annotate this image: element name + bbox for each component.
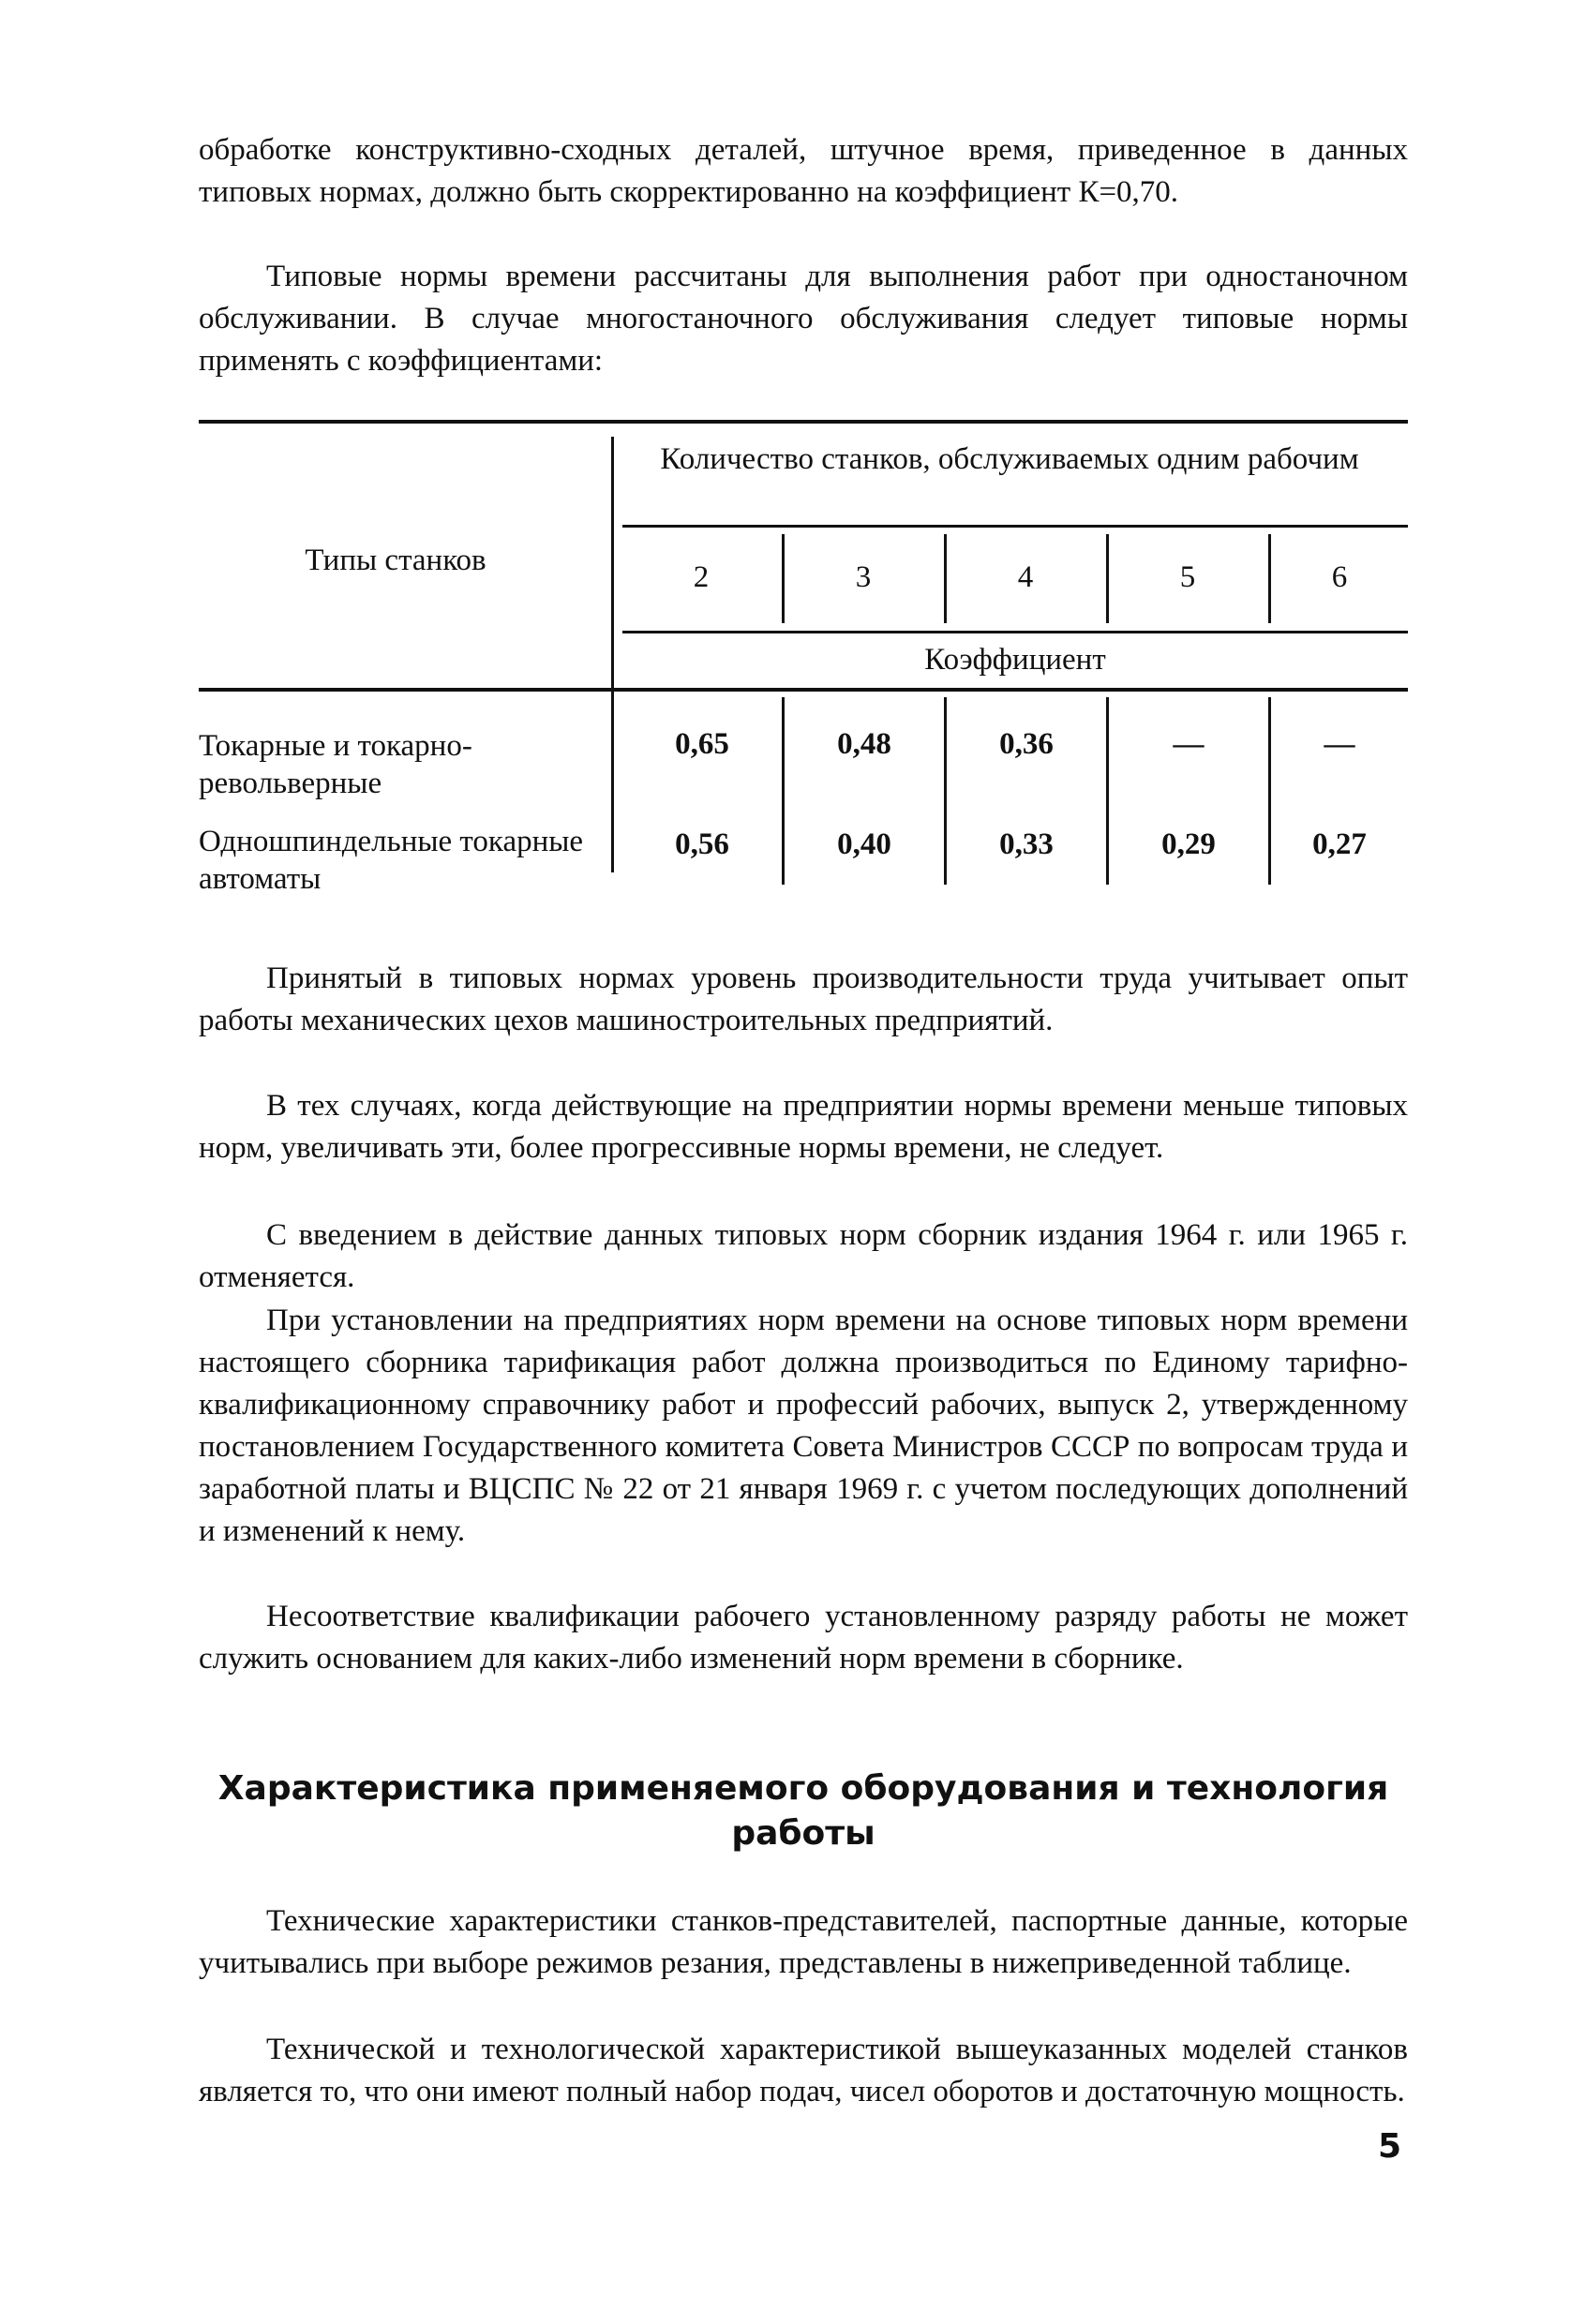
coefficient-table xyxy=(199,420,1408,898)
table-cell: 0,36 xyxy=(999,727,1054,761)
paragraph-technology: Технической и технологической характеристикой вышеуказанных моделей станков является то, что они имеют полный набор подач, чисел оборотов и достаточную мощность. xyxy=(199,2033,1408,2108)
table-col-2: 2 xyxy=(693,560,710,594)
paragraph-previous-edition: С введением в действие данных типовых норм сборник издания 1964 г. или 1965 г. отменяется. xyxy=(199,1218,1408,1294)
table-cell: 0,27 xyxy=(1312,827,1367,861)
table-row-name: Токарные и токарно-револьверные xyxy=(199,729,472,800)
paragraph-qualification: Несоответствие квалификации рабочего установленному разряду работы не может служить основанием для каких-либо изменений норм времени в сборнике. xyxy=(199,1600,1408,1676)
paragraph-existing-norms: В тех случаях, когда действующие на предприятии нормы времени меньше типовых норм, увеличивать эти, более прогрессивные нормы времени, не следует. xyxy=(199,1089,1408,1165)
table-header-bottom-rule xyxy=(199,688,1408,692)
paragraph-single-machine: Типовые нормы времени рассчитаны для выполнения работ при одностаночном обслуживании. В случае многостаночного обслуживания следует типовые нормы применять с коэффициентами: xyxy=(199,260,1408,378)
paragraph-tariffing: При установлении на предприятиях норм времени на основе типовых норм времени настоящего сборника тарификация работ должна производиться по Единому тарифно-квалификационному справочнику работ и профессий рабочих, выпуск 2, утвержденному постановлением Государственного комитета Совета Министров СССР по вопросам труда и заработной платы и ВЦСПС № 22 от 21 января 1969 г. с учетом последующих дополнений и изменений к нему. xyxy=(199,1304,1408,1548)
table-cell: — xyxy=(1173,727,1204,761)
table-cell: 0,56 xyxy=(675,827,729,861)
table-header-coefficient: Коэффициент xyxy=(924,643,1106,677)
table-cell: 0,33 xyxy=(999,827,1054,861)
table-col-3: 3 xyxy=(855,560,872,594)
col-divider xyxy=(944,697,947,885)
table-cell: 0,40 xyxy=(837,827,891,861)
table-top-rule xyxy=(199,420,1408,424)
paragraph-intro-continuation: обработке конструктивно-сходных деталей, штучное время, приведенное в данных типовых нормах, должно быть скорректированно на коэффициент К=0,70. xyxy=(199,133,1408,209)
table-row-name: Одношпиндельные токарные автоматы xyxy=(199,825,584,896)
paragraph-productivity: Принятый в типовых нормах уровень производительности труда учитывает опыт работы механических цехов машиностроительных предприятий. xyxy=(199,961,1408,1037)
table-col-6: 6 xyxy=(1331,560,1348,594)
paragraph-machine-specs: Технические характеристики станков-представителей, паспортные данные, которые учитывались при выборе режимов резания, представлены в нижеприведенной таблице. xyxy=(199,1904,1408,1980)
table-cell: — xyxy=(1324,727,1355,761)
table-header-machine-types: Типы станков xyxy=(305,544,486,577)
table-coef-rule xyxy=(622,631,1408,633)
col-divider xyxy=(782,697,785,885)
table-divider-vertical xyxy=(611,437,614,872)
col-divider xyxy=(1268,697,1271,885)
table-col-4: 4 xyxy=(1017,560,1034,594)
table-cell: 0,65 xyxy=(675,727,729,761)
col-divider xyxy=(1106,697,1109,885)
section-heading: Характеристика применяемого оборудования и технология работы xyxy=(217,1769,1389,1853)
table-header-machine-count: Количество станков, обслуживаемых одним рабочим xyxy=(660,442,1359,476)
table-cell: 0,29 xyxy=(1161,827,1216,861)
table-col-5: 5 xyxy=(1179,560,1196,594)
page-number: 5 xyxy=(1378,2127,1402,2166)
table-subheader-rule xyxy=(622,525,1408,528)
table-cell: 0,48 xyxy=(837,727,891,761)
